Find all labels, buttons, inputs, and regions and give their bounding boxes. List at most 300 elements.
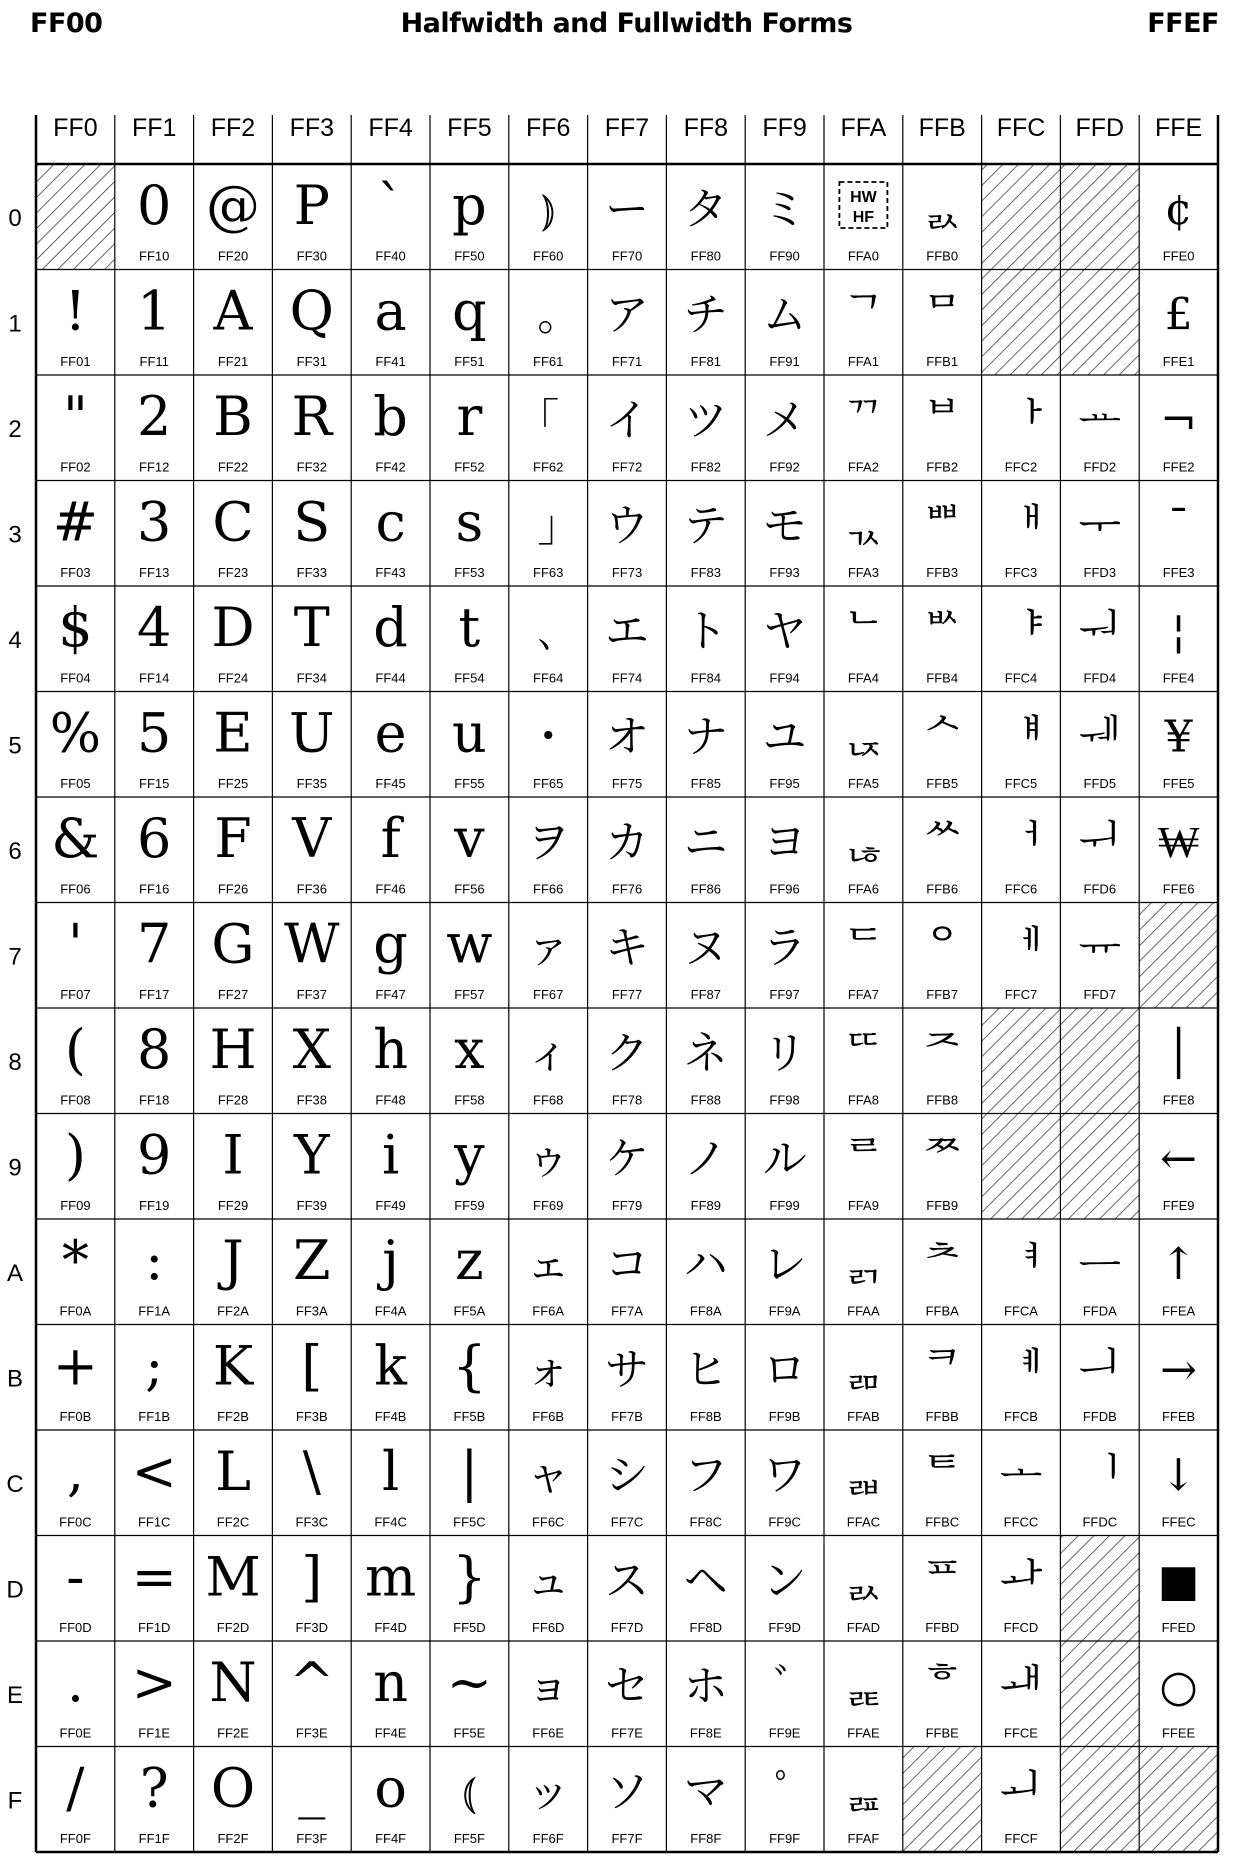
code-point-ff07: FF07 <box>60 987 91 1002</box>
code-point-ffb3: FFB3 <box>926 565 959 580</box>
glyph-ff24: D <box>211 596 255 659</box>
code-point-ffee: FFEE <box>1161 1725 1196 1741</box>
glyph-ff3c: \ <box>302 1440 321 1503</box>
range-end-label: FFEF <box>1147 8 1219 39</box>
code-point-ffed: FFED <box>1161 1620 1196 1635</box>
code-point-ff63: FF63 <box>533 565 564 580</box>
code-point-ff54: FF54 <box>454 670 485 686</box>
code-point-ff33: FF33 <box>296 565 327 580</box>
code-point-ffe4: FFE4 <box>1162 670 1195 686</box>
glyph-ff98: リ <box>762 1028 807 1079</box>
column-header-ff3: FF3 <box>289 114 335 142</box>
glyph-ff7f: ソ <box>605 1766 649 1818</box>
glyph-ff28: H <box>209 1018 257 1081</box>
glyph-ffec: ↓ <box>1160 1450 1198 1501</box>
glyph-ff99: ル <box>762 1133 807 1185</box>
glyph-ff53: s <box>455 490 484 554</box>
glyph-ffda: ᅳ <box>1078 1239 1122 1290</box>
glyph-ff70: ー <box>605 184 649 235</box>
column-header-ffd: FFD <box>1075 114 1125 142</box>
code-point-ff19: FF19 <box>139 1198 170 1213</box>
glyph-ffcf: ᅬ <box>999 1766 1043 1818</box>
code-point-ff50: FF50 <box>454 248 485 264</box>
code-point-ffec: FFEC <box>1161 1514 1196 1530</box>
glyph-ff16: 6 <box>137 807 172 870</box>
code-point-ff6d: FF6D <box>531 1620 565 1635</box>
glyph-ff74: エ <box>605 606 649 657</box>
code-point-ff7c: FF7C <box>610 1514 644 1530</box>
code-point-ff46: FF46 <box>375 881 406 897</box>
code-point-ffd7: FFD7 <box>1083 987 1117 1002</box>
glyph-ffa5: ᆬ <box>842 711 885 763</box>
glyph-ffe3: ¯ <box>1167 500 1190 552</box>
glyph-ff32: R <box>291 385 333 448</box>
glyph-ff93: モ <box>762 500 807 552</box>
code-point-ff18: FF18 <box>139 1092 170 1108</box>
glyph-ff0c: , <box>66 1440 84 1503</box>
row-header-3: 3 <box>8 521 22 549</box>
code-point-ff1b: FF1B <box>138 1409 171 1424</box>
row-header-5: 5 <box>8 732 22 760</box>
glyph-ff4d: m <box>364 1545 417 1609</box>
code-point-ff44: FF44 <box>375 670 406 686</box>
glyph-ff65: ･ <box>537 711 560 763</box>
glyph-ffc7: ᅦ <box>999 922 1043 974</box>
code-point-ff27: FF27 <box>217 987 249 1002</box>
code-point-ff02: FF02 <box>60 459 91 475</box>
reserved-cell <box>982 164 1061 270</box>
code-point-ff76: FF76 <box>611 881 643 897</box>
code-point-ff15: FF15 <box>139 776 170 791</box>
glyph-ffce: ᅫ <box>999 1661 1043 1712</box>
glyph-ff60: ⦆ <box>540 184 556 235</box>
glyph-ffe5: ¥ <box>1164 711 1193 763</box>
code-point-ffc3: FFC3 <box>1004 565 1038 580</box>
reserved-cell <box>903 1747 982 1853</box>
code-point-ffca: FFCA <box>1004 1303 1038 1319</box>
code-point-ffbe: FFBE <box>925 1725 959 1741</box>
code-point-ffac: FFAC <box>846 1514 881 1530</box>
glyph-ff68: ィ <box>526 1028 571 1079</box>
code-point-ff42: FF42 <box>375 459 406 475</box>
code-point-ff88: FF88 <box>690 1092 721 1108</box>
glyph-ff4f: o <box>374 1756 407 1820</box>
code-point-ff34: FF34 <box>296 670 327 686</box>
code-point-ff3d: FF3D <box>295 1620 329 1635</box>
column-header-ff1: FF1 <box>131 114 177 142</box>
code-point-ff72: FF72 <box>611 459 643 475</box>
code-point-ff29: FF29 <box>217 1198 249 1213</box>
code-point-ffc5: FFC5 <box>1004 776 1038 791</box>
glyph-ffd7: ᅲ <box>1078 922 1122 974</box>
code-point-ff96: FF96 <box>769 881 800 897</box>
row-header-b: B <box>6 1365 24 1393</box>
code-point-ffaf: FFAF <box>847 1831 880 1846</box>
glyph-ff9f: ﾟ <box>773 1766 796 1818</box>
glyph-ffad: ᆳ <box>842 1555 885 1607</box>
glyph-ff8c: フ <box>683 1450 728 1501</box>
code-point-ffad: FFAD <box>846 1620 881 1635</box>
code-point-ff5f: FF5F <box>453 1831 485 1846</box>
code-point-ff9d: FF9D <box>768 1620 801 1635</box>
reserved-cell <box>1060 1536 1139 1642</box>
glyph-ff8d: ヘ <box>683 1555 728 1607</box>
code-point-ffce: FFCE <box>1004 1725 1038 1741</box>
glyph-ffd2: ᅭ <box>1078 395 1122 446</box>
glyph-ffc6: ᅥ <box>999 817 1043 868</box>
glyph-ffaf: ᆵ <box>842 1766 885 1818</box>
code-point-ff95: FF95 <box>769 776 800 791</box>
glyph-ff88: ネ <box>683 1028 728 1079</box>
code-point-ff22: FF22 <box>217 459 249 475</box>
code-point-ffe3: FFE3 <box>1162 565 1195 580</box>
glyph-ffbd: ᄑ <box>920 1555 964 1607</box>
code-point-ffb0: FFB0 <box>926 248 959 264</box>
reserved-cell <box>1060 270 1139 376</box>
reserved-cell <box>982 270 1061 376</box>
code-point-ff99: FF99 <box>769 1198 800 1213</box>
glyph-ff59: y <box>454 1123 485 1187</box>
glyph-ff95: ユ <box>762 711 807 763</box>
glyph-ffa2: ᄁ <box>842 395 885 446</box>
code-point-ffda: FFDA <box>1082 1303 1117 1319</box>
code-point-ff9e: FF9E <box>768 1725 801 1741</box>
glyph-ff39: Y <box>293 1123 330 1187</box>
glyph-ffbb: ᄏ <box>920 1344 964 1396</box>
glyph-ffa7: ᄃ <box>842 922 885 974</box>
row-header-8: 8 <box>8 1048 22 1076</box>
code-point-ffc4: FFC4 <box>1004 670 1038 686</box>
code-point-ff61: FF61 <box>533 354 564 369</box>
glyph-ff51: q <box>452 279 487 343</box>
glyph-ff9d: ン <box>762 1555 807 1607</box>
code-point-ff92: FF92 <box>769 459 800 475</box>
code-point-ffe2: FFE2 <box>1162 459 1195 475</box>
glyph-ff22: B <box>213 385 253 448</box>
glyph-ffe8: │ <box>1165 1028 1192 1079</box>
glyph-ff79: ケ <box>605 1133 649 1185</box>
glyph-ff1f: ? <box>139 1756 169 1820</box>
glyph-ffe4: ¦ <box>1171 606 1187 657</box>
column-header-ffa: FFA <box>840 114 887 142</box>
glyph-ffb7: ᄋ <box>920 922 964 974</box>
glyph-ff08: ( <box>64 1018 86 1081</box>
code-point-ff94: FF94 <box>769 670 800 686</box>
glyph-ff75: オ <box>605 711 649 763</box>
glyph-ff13: 3 <box>137 490 172 554</box>
glyph-ff9e: ﾞ <box>773 1661 796 1712</box>
glyph-ffcc: ᅩ <box>999 1450 1043 1501</box>
column-header-ffc: FFC <box>996 114 1046 142</box>
code-point-ffc6: FFC6 <box>1004 881 1038 897</box>
code-point-ff4f: FF4F <box>375 1831 407 1846</box>
code-point-ffd5: FFD5 <box>1083 776 1117 791</box>
code-point-ff65: FF65 <box>533 776 564 791</box>
code-point-ffb8: FFB8 <box>926 1092 959 1108</box>
glyph-ff29: I <box>222 1123 244 1187</box>
code-point-ff4e: FF4E <box>374 1725 407 1741</box>
glyph-ff31: Q <box>289 279 334 343</box>
code-point-ff89: FF89 <box>690 1198 721 1213</box>
code-point-ff20: FF20 <box>217 248 249 264</box>
glyph-ff21: A <box>213 279 253 343</box>
code-point-ff87: FF87 <box>690 987 721 1002</box>
glyph-ff78: ク <box>605 1028 649 1079</box>
code-point-ffc7: FFC7 <box>1004 987 1038 1002</box>
reserved-cell <box>1060 1641 1139 1747</box>
glyph-ff17: 7 <box>137 912 172 976</box>
code-point-ff0f: FF0F <box>59 1831 91 1846</box>
code-point-ffe9: FFE9 <box>1162 1198 1195 1213</box>
code-point-ff0e: FF0E <box>59 1725 92 1741</box>
glyph-ffd4: ᅯ <box>1078 606 1122 657</box>
glyph-ffeb: → <box>1160 1344 1198 1396</box>
glyph-ff2e: N <box>209 1651 257 1714</box>
glyph-ff80: タ <box>683 184 728 235</box>
row-header-e: E <box>6 1681 24 1709</box>
code-point-ffbc: FFBC <box>925 1514 960 1530</box>
glyph-ff04: $ <box>58 596 93 659</box>
code-point-ff69: FF69 <box>533 1198 564 1213</box>
glyph-ffb8: ᄌ <box>920 1028 964 1079</box>
glyph-ff85: ナ <box>683 711 728 763</box>
glyph-ffbe: ᄒ <box>920 1661 964 1712</box>
code-point-ffa1: FFA1 <box>847 354 879 369</box>
glyph-hw-line: HW <box>850 189 877 206</box>
glyph-ffd6: ᅱ <box>1078 817 1122 868</box>
code-point-ff5a: FF5A <box>453 1303 486 1319</box>
glyph-ff92: メ <box>762 395 807 446</box>
glyph-ffe6: ₩ <box>1157 817 1200 868</box>
reserved-cell <box>982 1114 1061 1220</box>
glyph-ff63: ｣ <box>537 500 560 552</box>
code-point-ff68: FF68 <box>533 1092 564 1108</box>
code-point-ff8f: FF8F <box>690 1831 722 1846</box>
code-point-ff84: FF84 <box>690 670 721 686</box>
glyph-ff9b: ロ <box>762 1344 807 1396</box>
glyph-ff5a: z <box>455 1229 484 1292</box>
code-point-ff86: FF86 <box>690 881 721 897</box>
code-point-ff0c: FF0C <box>59 1514 92 1530</box>
code-point-ff3b: FF3B <box>295 1409 328 1424</box>
code-point-ff04: FF04 <box>60 670 91 686</box>
row-header-d: D <box>6 1576 24 1604</box>
code-point-ff30: FF30 <box>296 248 327 264</box>
code-point-ff4b: FF4B <box>374 1409 407 1424</box>
code-point-ffae: FFAE <box>847 1725 880 1741</box>
code-point-ff6f: FF6F <box>532 1831 564 1846</box>
code-point-ffb4: FFB4 <box>926 670 959 686</box>
glyph-ff2d: M <box>205 1545 261 1609</box>
code-point-ff43: FF43 <box>375 565 406 580</box>
glyph-ff94: ヤ <box>762 606 807 657</box>
glyph-ff7d: ス <box>605 1555 649 1607</box>
code-point-ffa7: FFA7 <box>847 987 879 1002</box>
code-point-ffa9: FFA9 <box>847 1198 879 1213</box>
code-point-ffba: FFBA <box>925 1303 959 1319</box>
glyph-ff43: c <box>375 490 406 554</box>
code-point-ff7b: FF7B <box>611 1409 643 1424</box>
code-point-ff59: FF59 <box>454 1198 485 1213</box>
code-point-ff3e: FF3E <box>295 1725 328 1741</box>
code-point-ff45: FF45 <box>375 776 406 791</box>
code-point-ff9c: FF9C <box>768 1514 801 1530</box>
glyph-ffa9: ᄅ <box>842 1133 885 1185</box>
glyph-ff03: # <box>52 490 99 554</box>
code-point-ffd4: FFD4 <box>1083 670 1117 686</box>
reserved-cell <box>1139 1747 1218 1853</box>
code-point-ffaa: FFAA <box>847 1303 880 1319</box>
reserved-cell <box>1060 164 1139 270</box>
code-point-ff9b: FF9B <box>768 1409 801 1424</box>
glyph-ff1c: < <box>131 1440 177 1503</box>
code-point-ff4a: FF4A <box>374 1303 407 1319</box>
code-point-ff48: FF48 <box>375 1092 406 1108</box>
glyph-ff01: ! <box>64 279 87 343</box>
code-point-ff2f: FF2F <box>217 1831 249 1846</box>
glyph-ff49: i <box>381 1123 400 1187</box>
code-point-ffb7: FFB7 <box>926 987 959 1002</box>
code-point-ff0d: FF0D <box>59 1620 92 1635</box>
glyph-ff44: d <box>373 596 408 659</box>
code-point-ff26: FF26 <box>217 881 249 897</box>
code-point-ffa8: FFA8 <box>847 1092 879 1108</box>
code-point-ff7d: FF7D <box>610 1620 644 1635</box>
glyph-ffb2: ᄇ <box>920 395 964 446</box>
code-point-ff0b: FF0B <box>59 1409 92 1424</box>
glyph-ff7a: コ <box>605 1239 649 1290</box>
glyph-ff6f: ッ <box>526 1766 571 1818</box>
code-point-ff6e: FF6E <box>532 1725 565 1741</box>
code-point-ffb9: FFB9 <box>926 1198 959 1213</box>
glyph-ffb1: ᄆ <box>920 289 964 341</box>
code-point-ff12: FF12 <box>139 459 170 475</box>
code-point-ff37: FF37 <box>296 987 327 1002</box>
code-point-ff6c: FF6C <box>531 1514 565 1530</box>
glyph-ff36: V <box>292 807 332 870</box>
glyph-ff18: 8 <box>137 1018 172 1081</box>
glyph-ff12: 2 <box>137 385 172 448</box>
code-point-ff05: FF05 <box>60 776 91 791</box>
glyph-ff2f: O <box>210 1756 256 1820</box>
code-point-ffcb: FFCB <box>1004 1409 1038 1424</box>
glyph-ff35: U <box>289 701 335 765</box>
code-point-ff58: FF58 <box>454 1092 485 1108</box>
glyph-ff83: テ <box>683 500 728 552</box>
glyph-ffaa: ᆰ <box>842 1239 885 1290</box>
glyph-ff96: ヨ <box>762 817 807 868</box>
reserved-cell <box>36 164 115 270</box>
glyph-ff77: キ <box>605 922 649 974</box>
code-point-ffa4: FFA4 <box>847 670 879 686</box>
code-point-ff3c: FF3C <box>295 1514 329 1530</box>
glyph-ff15: 5 <box>137 701 172 765</box>
glyph-ff91: ム <box>762 289 807 341</box>
code-point-ff1c: FF1C <box>137 1514 171 1530</box>
glyph-ff41: a <box>374 279 407 343</box>
code-point-ff82: FF82 <box>690 459 721 475</box>
code-point-ff52: FF52 <box>454 459 485 475</box>
code-point-ffab: FFAB <box>847 1409 880 1424</box>
code-point-ff70: FF70 <box>611 248 643 264</box>
glyph-ff0d: - <box>66 1545 85 1609</box>
glyph-ffe9: ← <box>1160 1133 1198 1185</box>
glyph-ff6c: ャ <box>526 1450 571 1501</box>
code-point-ff17: FF17 <box>139 987 170 1002</box>
code-point-ffe0: FFE0 <box>1162 248 1195 264</box>
code-point-ff5e: FF5E <box>453 1725 486 1741</box>
glyph-ff0a: * <box>61 1229 89 1292</box>
glyph-ff8a: ハ <box>683 1239 728 1290</box>
code-point-ff9f: FF9F <box>769 1831 801 1846</box>
glyph-ff5f: ⦅ <box>462 1766 477 1818</box>
glyph-ff10: 0 <box>137 174 172 237</box>
row-header-c: C <box>6 1470 24 1498</box>
glyph-ff67: ァ <box>526 922 571 974</box>
column-header-ff7: FF7 <box>604 114 650 142</box>
code-point-ffb2: FFB2 <box>926 459 959 475</box>
glyph-ffcd: ᅪ <box>999 1555 1043 1607</box>
glyph-ff57: w <box>446 912 493 976</box>
reserved-cell <box>1060 1114 1139 1220</box>
code-point-ff5c: FF5C <box>453 1514 486 1530</box>
code-point-ffe8: FFE8 <box>1162 1092 1195 1108</box>
glyph-ffe0: ¢ <box>1164 184 1193 235</box>
glyph-ff73: ウ <box>605 500 649 552</box>
code-point-ff4c: FF4C <box>374 1514 407 1530</box>
code-point-ff03: FF03 <box>60 565 91 580</box>
glyph-ff25: E <box>213 701 253 765</box>
code-point-ff97: FF97 <box>769 987 800 1002</box>
glyph-ff71: ア <box>605 289 649 341</box>
code-point-ff2d: FF2D <box>216 1620 250 1635</box>
column-header-ff5: FF5 <box>447 114 492 142</box>
glyph-ff14: 4 <box>137 596 172 659</box>
glyph-ff3e: ^ <box>289 1651 335 1714</box>
glyph-ff02: " <box>62 385 88 448</box>
column-header-ff6: FF6 <box>525 114 571 142</box>
glyph-ff64: ､ <box>537 606 560 657</box>
code-point-ff62: FF62 <box>533 459 564 475</box>
glyph-ffea: ↑ <box>1160 1239 1198 1290</box>
code-point-ff38: FF38 <box>296 1092 327 1108</box>
glyph-ffed: ■ <box>1157 1555 1200 1607</box>
code-point-ff4d: FF4D <box>374 1620 407 1635</box>
glyph-ff47: g <box>373 912 408 976</box>
code-point-ff39: FF39 <box>296 1198 327 1213</box>
glyph-ff3a: Z <box>293 1229 331 1292</box>
code-point-ff8a: FF8A <box>689 1303 722 1319</box>
code-point-ff40: FF40 <box>375 248 406 264</box>
row-header-0: 0 <box>8 204 22 232</box>
glyph-ff61: ｡ <box>537 289 560 341</box>
glyph-ff8e: ホ <box>683 1661 728 1712</box>
code-point-ffe1: FFE1 <box>1162 354 1195 369</box>
glyph-ff19: 9 <box>137 1123 172 1187</box>
column-header-ff0: FF0 <box>53 114 98 142</box>
glyph-ffb3: ᄈ <box>920 500 964 552</box>
code-point-ff2b: FF2B <box>217 1409 249 1424</box>
glyph-ff5d: } <box>452 1545 487 1609</box>
glyph-ffc3: ᅢ <box>999 500 1043 552</box>
glyph-ff38: X <box>292 1018 332 1081</box>
glyph-ffae: ᆴ <box>842 1661 885 1712</box>
code-point-ffe6: FFE6 <box>1162 881 1195 897</box>
code-point-ffd6: FFD6 <box>1083 881 1117 897</box>
column-header-ffe: FFE <box>1154 114 1203 142</box>
glyph-ffd5: ᅰ <box>1078 711 1122 763</box>
row-header-4: 4 <box>8 626 22 654</box>
